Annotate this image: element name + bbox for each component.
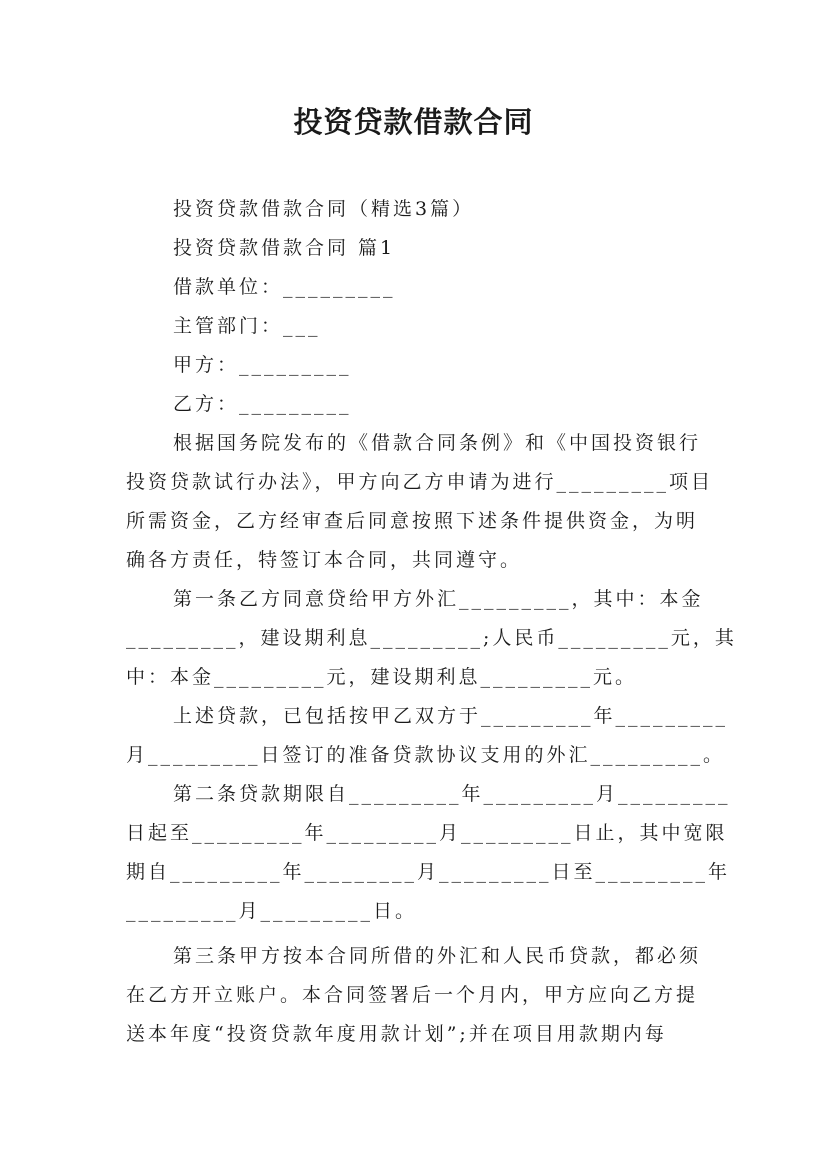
text-line: 借款单位：_________ <box>173 276 396 298</box>
text-line: 第二条贷款期限自_________年_________月_________ <box>173 783 731 805</box>
document-body <box>126 190 737 1054</box>
text-line: _________，建设期利息_________;人民币_________元，其 <box>126 627 737 649</box>
text-line: 甲方：_________ <box>173 354 352 376</box>
text-line: 在乙方开立账户。本合同签署后一个月内，甲方应向乙方提 <box>126 984 699 1006</box>
text-line: 第三条甲方按本合同所借的外汇和人民币贷款，都必须 <box>173 945 702 967</box>
text-line: 中：本金_________元，建设期利息_________元。 <box>126 666 638 688</box>
text-line: 日起至_________年_________月_________日止，其中宽限 <box>126 822 728 844</box>
text-line: 第一条乙方同意贷给甲方外汇_________，其中：本金 <box>173 588 704 610</box>
text-line: 所需资金，乙方经审查后同意按照下述条件提供资金，为明 <box>126 510 699 532</box>
text-line: 送本年度“投资贷款年度用款计划”;并在项目用款期内每 <box>126 1023 667 1045</box>
text-line: 投资贷款借款合同（精选3篇） <box>173 198 475 220</box>
text-line: _________月_________日。 <box>126 900 418 922</box>
text-line: 投资贷款借款合同 篇1 <box>173 237 396 259</box>
text-line: 期自_________年_________月_________日至_________年 <box>126 861 731 883</box>
text-line: 确各方责任，特签订本合同，共同遵守。 <box>126 549 523 571</box>
text-line: 根据国务院发布的《借款合同条例》和《中国投资银行 <box>173 432 702 454</box>
text-line: 投资贷款试行办法》，甲方向乙方申请为进行_________项目 <box>126 471 714 493</box>
text-line: 主管部门：___ <box>173 315 321 337</box>
document-title: 投资贷款借款合同 <box>293 105 534 139</box>
text-line: 乙方：_________ <box>173 393 352 415</box>
text-line: 上述贷款，已包括按甲乙双方于_________年_________ <box>173 705 729 727</box>
text-line: 月_________日签订的准备贷款协议支用的外汇_________。 <box>126 744 726 766</box>
